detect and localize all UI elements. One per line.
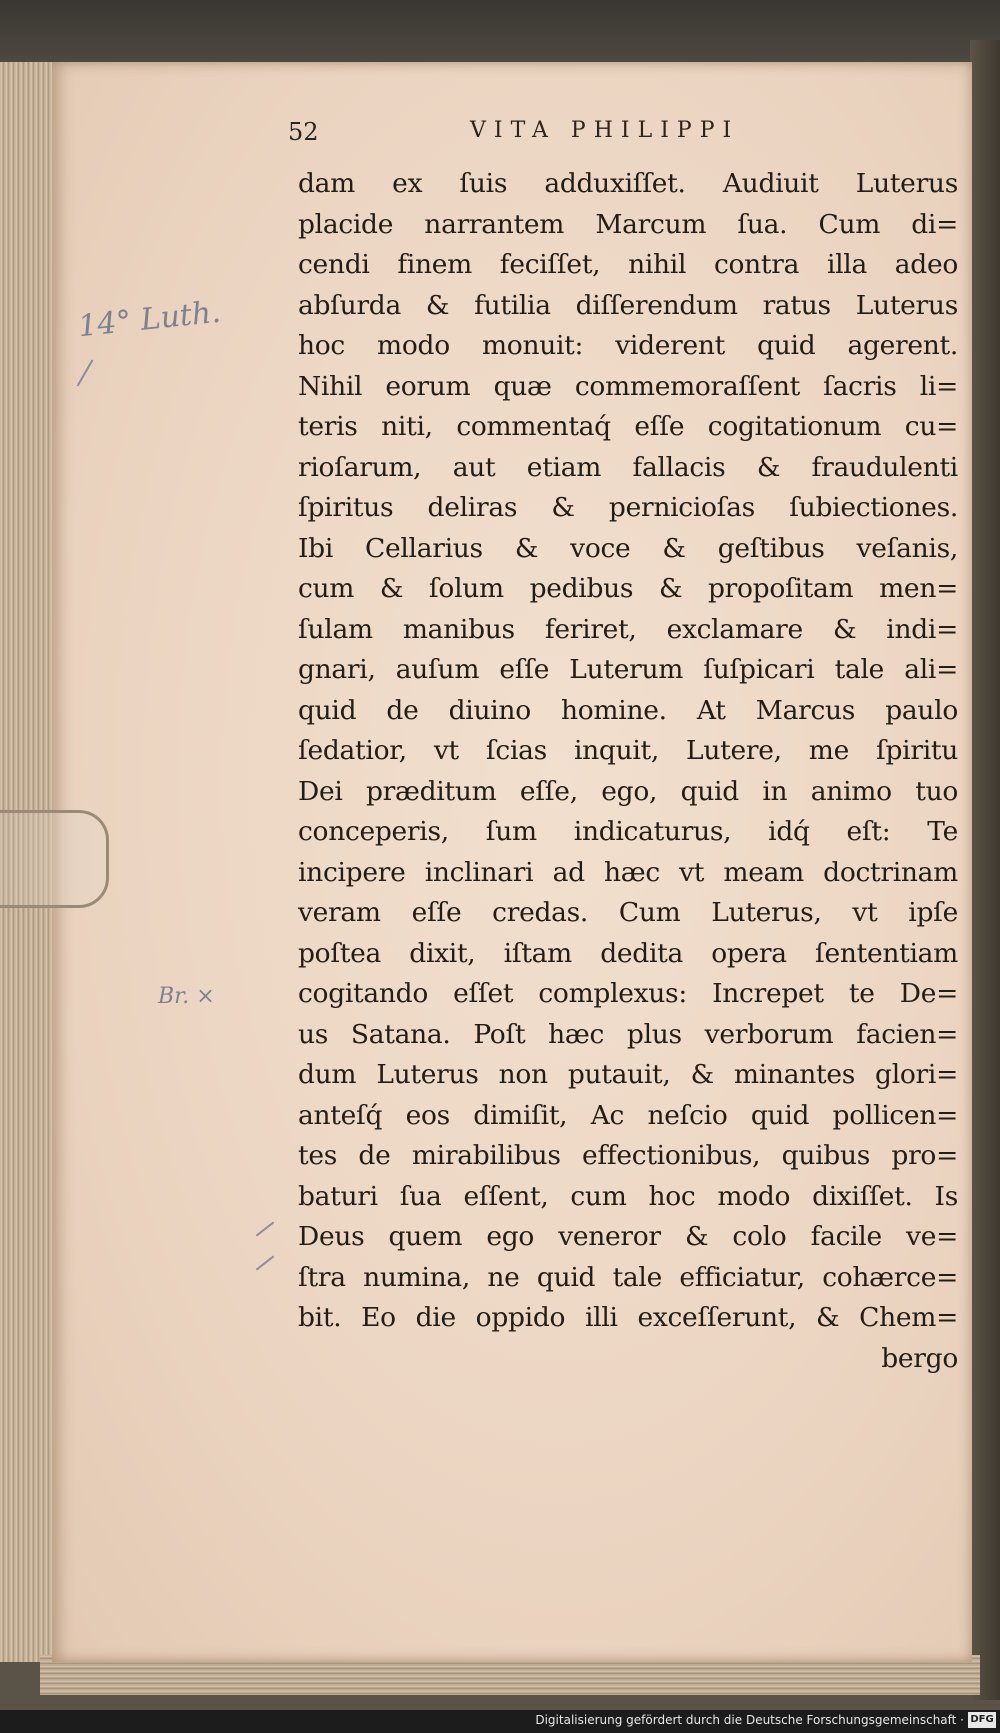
margin-note-handwritten: Br. × xyxy=(158,984,215,1009)
text-line: hoc modo monuit: viderent quid agerent. xyxy=(298,330,958,361)
text-line: rioſarum, aut etiam fallacis & fraudulenti xyxy=(298,451,958,483)
text-line: abſurda & futilia diſſerendum ratus Luterus xyxy=(298,289,958,321)
text-line: incipere inclinari ad hæc vt meam doctrinam xyxy=(298,856,958,888)
text-line: Deus quem ego veneror & colo facile ve= xyxy=(298,1221,958,1252)
text-line: gnari, auſum eſſe Luterum ſuſpicari tale ali= xyxy=(298,654,958,685)
text-line: cum & ſolum pedibus & propoſitam men= xyxy=(298,573,958,604)
dfg-logo: DFG xyxy=(968,1712,996,1728)
text-line: Nihil eorum quæ commemoraſſent ſacris li= xyxy=(298,370,958,402)
body-text xyxy=(298,164,958,1379)
text-line: bergo xyxy=(881,1342,958,1374)
text-line: placide narrantem Marcum ſua. Cum di= xyxy=(298,208,958,240)
page-number: 52 xyxy=(288,118,319,146)
text-line: dam ex ſuis adduxiſſet. Audiuit Luterus xyxy=(298,168,958,199)
text-line: Dei præditum eſſe, ego, quid in animo tuo xyxy=(298,775,958,807)
text-line: Ibi Cellarius & voce & geſtibus veſanis, xyxy=(298,532,958,564)
text-line: ſpiritus deliras & pernicioſas ſubiectiones. xyxy=(298,492,958,523)
text-line: us Satana. Poſt hæc plus verborum facien= xyxy=(298,1018,958,1050)
text-line: quid de diuino homine. At Marcus paulo xyxy=(298,694,958,726)
text-line: bit. Eo die oppido illi exceſſerunt, & Chem= xyxy=(298,1302,958,1333)
text-line: tes de mirabilibus effectionibus, quibus pro= xyxy=(298,1140,958,1171)
text-line: ſtra numina, ne quid tale efficiatur, cohærce= xyxy=(298,1261,958,1293)
text-line: teris niti, commentaq́ eſſe cogitationum cu= xyxy=(298,411,958,442)
text-line: cendi finem feciſſet, nihil contra illa adeo xyxy=(298,249,958,280)
text-line: baturi ſua eſſent, cum hoc modo dixiſſet. Is xyxy=(298,1180,958,1212)
text-line: dum Luterus non putauit, & minantes glori= xyxy=(298,1059,958,1090)
digitization-credit: Digitalisierung gefördert durch die Deutsche Forschungsgemeinschaft · xyxy=(535,1713,964,1727)
text-line: veram eſſe credas. Cum Luterus, vt ipſe xyxy=(298,897,958,928)
text-line: ſedatior, vt ſcias inquit, Lutere, me ſpiritu xyxy=(298,735,958,766)
text-line: cogitando eſſet complexus: Increpet te De= xyxy=(298,978,958,1009)
book-cover-edge xyxy=(970,40,1000,1700)
book-clasp xyxy=(0,810,109,908)
running-head: VITA PHILIPPI xyxy=(470,118,740,143)
text-line: ſulam manibus feriret, exclamare & indi= xyxy=(298,613,958,645)
text-line: poſtea dixit, iſtam dedita opera ſententiam xyxy=(298,937,958,969)
text-line: anteſq́ eos dimiſit, Ac neſcio quid pollicen= xyxy=(298,1099,958,1131)
text-line: conceperis, ſum indicaturus, idq́ eſt: Te xyxy=(298,816,958,847)
margin-note-handwritten: 14° Luth. xyxy=(76,294,223,345)
